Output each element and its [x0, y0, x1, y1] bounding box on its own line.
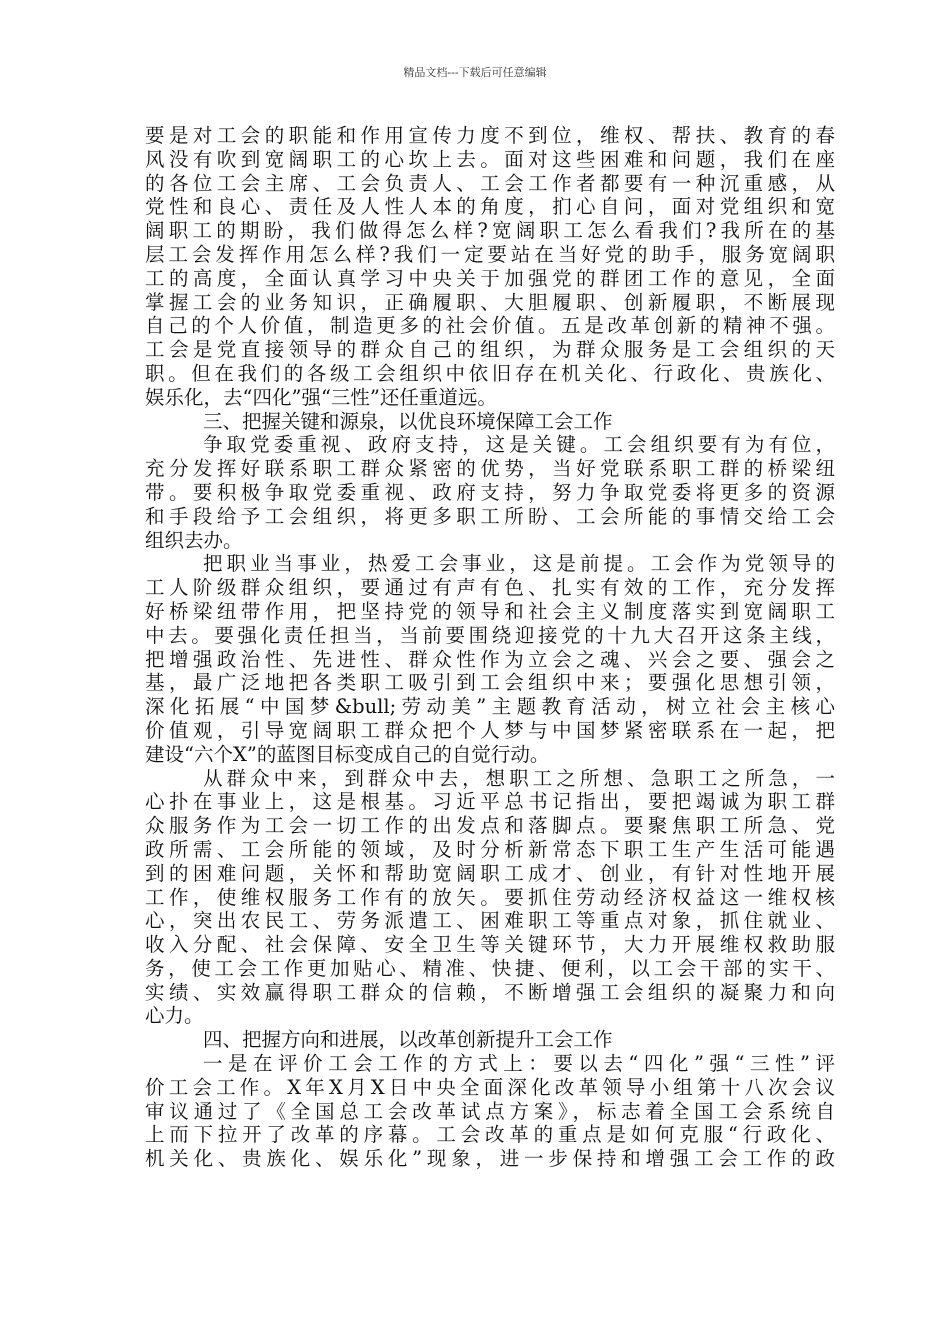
- text-line: 建设“六个X”的蓝图目标变成自己的自觉行动。: [145, 742, 550, 766]
- text-line: 自己的个人价值，制造更多的社会价值。五是改革创新的精神不强。: [145, 314, 835, 338]
- document-body: [145, 124, 835, 1171]
- text-line: 众服务作为工会一切工作的出发点和落脚点。要聚焦职工所急、党: [145, 814, 835, 838]
- text-line: 的各位工会主席、工会负责人、工会工作者都要有一种沉重感，从: [145, 171, 835, 195]
- text-line: 党性和良心、责任及人性人本的角度，扪心自问，面对党组织和宽: [145, 195, 835, 219]
- text-line: 组织去办。: [145, 528, 243, 552]
- text-line: 把增强政治性、先进性、群众性作为立会之魂、兴会之要、强会之: [145, 647, 835, 671]
- text-line: 到的困难问题，关怀和帮助宽阔职工成才、创业，有针对性地开展: [145, 861, 835, 885]
- text-line: 机关化、贵族化、娱乐化”现象，进一步保持和增强工会工作的政: [145, 1147, 835, 1171]
- text-line: 心扑在事业上，这是根基。习近平总书记指出，要把竭诚为职工群: [145, 790, 835, 814]
- text-line: 心，突出农民工、劳务派遣工、困难职工等重点对象，抓住就业、: [145, 909, 835, 933]
- text-line: 层工会发挥作用怎么样?我们一定要站在当好党的助手，服务宽阔职: [145, 242, 835, 266]
- text-line: 实绩、实效赢得职工群众的信赖，不断增强工会组织的凝聚力和向: [145, 980, 835, 1004]
- text-line: 娱乐化，去“四化”强“三性”还任重道远。: [145, 385, 497, 409]
- text-line: 中去。要强化责任担当，当前要围绕迎接党的十九大召开这条主线，: [145, 623, 835, 647]
- text-line: 工会是党直接领导的群众自己的组织，为群众服务是工会组织的天: [145, 338, 835, 362]
- text-line: 好桥梁纽带作用，把坚持党的领导和社会主义制度落实到宽阔职工: [145, 599, 835, 623]
- text-line: 心力。: [145, 1004, 204, 1028]
- text-line: 价工会工作。X年X月X日中央全面深化改革领导小组第十八次会议: [145, 1075, 835, 1099]
- page-header: 精品文档---下载后可任意编辑: [403, 66, 547, 79]
- text-line: 带。要积极争取党委重视、政府支持，努力争取党委将更多的资源: [145, 480, 835, 504]
- text-line: 审议通过了《全国总工会改革试点方案》，标志着全国工会系统自: [145, 1099, 835, 1123]
- text-line: 一是在评价工会工作的方式上：要以去“四化”强“三性”评: [203, 1052, 835, 1076]
- text-line: 职。但在我们的各级工会组织中依旧存在机关化、行政化、贵族化、: [145, 361, 835, 385]
- text-line: 掌握工会的业务知识，正确履职、大胆履职、创新履职，不断展现: [145, 290, 835, 314]
- text-line: 阔职工的期盼，我们做得怎么样?宽阔职工怎么看我们?我所在的基: [145, 219, 835, 243]
- text-line: 争取党委重视、政府支持，这是关键。工会组织要有为有位，: [203, 433, 835, 457]
- text-line: 务，使工会工作更加贴心、精准、快捷、便利，以工会干部的实干、: [145, 956, 835, 980]
- text-line: 基，最广泛地把各类职工吸引到工会组织中来；要强化思想引领，: [145, 671, 835, 695]
- text-line: 要是对工会的职能和作用宣传力度不到位，维权、帮扶、教育的春: [145, 124, 835, 147]
- text-line: 从群众中来，到群众中去，想职工之所想、急职工之所急，一: [203, 766, 835, 790]
- text-line: 风没有吹到宽阔职工的心坎上去。面对这些困难和问题，我们在座: [145, 147, 835, 171]
- section-heading: 三、把握关键和源泉，以优良环境保障工会工作: [203, 409, 613, 433]
- text-line: 和手段给予工会组织，将更多职工所盼、工会所能的事情交给工会: [145, 504, 835, 528]
- text-line: 工作，使维权服务工作有的放矢。要抓住劳动经济权益这一维权核: [145, 885, 835, 909]
- text-line: 充分发挥好联系职工群众紧密的优势，当好党联系职工群的桥梁纽: [145, 457, 835, 481]
- text-line: 价值观，引导宽阔职工群众把个人梦与中国梦紧密联系在一起，把: [145, 718, 835, 742]
- text-line: 深化拓展“中国梦&bull;劳动美”主题教育活动，树立社会主核心: [145, 695, 835, 719]
- text-line: 把职业当事业，热爱工会事业，这是前提。工会作为党领导的: [203, 552, 835, 576]
- text-line: 上而下拉开了改革的序幕。工会改革的重点是如何克服“行政化、: [145, 1123, 835, 1147]
- text-line: 收入分配、社会保障、安全卫生等关键环节，大力开展维权救助服: [145, 933, 835, 957]
- text-line: 工的高度，全面认真学习中央关于加强党的群团工作的意见，全面: [145, 266, 835, 290]
- text-line: 工人阶级群众组织，要通过有声有色、扎实有效的工作，充分发挥: [145, 576, 835, 600]
- text-line: 政所需、工会所能的领域，及时分析新常态下职工生产生活可能遇: [145, 837, 835, 861]
- section-heading: 四、把握方向和进展，以改革创新提升工会工作: [203, 1028, 613, 1052]
